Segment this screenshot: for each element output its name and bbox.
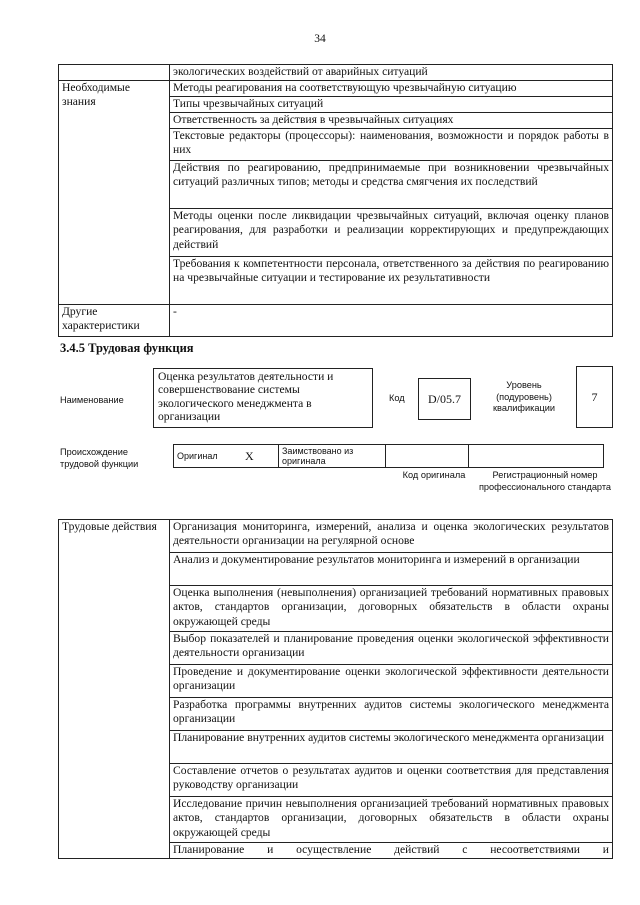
action-item: Организация мониторинга, измерений, анализа и оценка экологических результатов деятельности организации на регулярной основе — [170, 520, 613, 553]
knowledge-item: Типы чрезвычайных ситуаций — [170, 97, 613, 113]
other-characteristics-label: Другие характеристики — [59, 305, 170, 337]
action-item: Анализ и документирование результатов мониторинга и измерений в организации — [170, 553, 613, 586]
code-original-cell — [386, 445, 469, 468]
knowledge-item: Методы оценки после ликвидации чрезвычайных ситуаций, включая оценку планов реагирования, для разработки и реализации корректирующих и предупреждающих действий — [170, 209, 613, 257]
other-characteristics-value: - — [170, 305, 613, 337]
action-item: Составление отчетов о результатах аудитов и оценки соответствия для представления руководству организации — [170, 764, 613, 797]
level-box: 7 — [576, 366, 613, 428]
action-item: Выбор показателей и планирование проведения оценки экологической эффективности деятельности организации — [170, 632, 613, 665]
knowledge-item: Методы реагирования на соответствующую чрезвычайную ситуацию — [170, 81, 613, 97]
page-number: 34 — [314, 33, 326, 45]
code-label: Код — [389, 393, 405, 403]
action-item: Проведение и документирование оценки экологической эффективности деятельности организации — [170, 665, 613, 698]
action-item: Исследование причин невыполнения организацией требований нормативных правовых актов, стандартов организации, договорных обязательств в области охраны окружающей среды — [170, 797, 613, 843]
original-label: Оригинал — [174, 445, 243, 468]
action-item: Планирование и осуществление действий с несоответствиями и — [170, 843, 613, 859]
knowledge-item: Действия по реагированию, предпринимаемые при возникновении чрезвычайных ситуаций различных типов; методы и средства смягчения их последствий — [170, 161, 613, 209]
original-mark: X — [242, 445, 279, 468]
table-cell-empty — [59, 65, 170, 81]
level-label: Уровень (подуровень) квалификации — [493, 380, 555, 413]
action-item: Планирование внутренних аудитов системы экологического менеджмента организации — [170, 731, 613, 764]
action-item: Разработка программы внутренних аудитов системы экологического менеджмента организации — [170, 698, 613, 731]
knowledge-label: Необходимые знания — [59, 81, 170, 305]
continuation-text: экологических воздействий от аварийных ситуаций — [170, 65, 613, 81]
reg-number-caption: Регистрационный номер профессионального стандарта — [478, 470, 612, 492]
function-code-box: D/05.7 — [418, 378, 471, 420]
knowledge-item: Ответственность за действия в чрезвычайных ситуациях — [170, 113, 613, 129]
origin-label: Происхождение трудовой функции — [60, 447, 139, 469]
function-name-box: Оценка результатов деятельности и совершенствование системы экологического менеджмента в организации — [153, 368, 373, 428]
knowledge-item: Требования к компетентности персонала, ответственного за действия по реагированию на чрезвычайные ситуации и тестирование их результативности — [170, 257, 613, 305]
action-item: Оценка выполнения (невыполнения) организацией требований нормативных правовых актов, стандартов организации, договорных обязательств в области охраны окружающей среды — [170, 586, 613, 632]
code-original-caption: Код оригинала — [402, 470, 466, 480]
reg-number-cell — [469, 445, 604, 468]
actions-label: Трудовые действия — [59, 520, 170, 859]
name-label: Наименование — [60, 395, 124, 405]
section-title: 3.4.5 Трудовая функция — [60, 341, 194, 355]
actions-table — [58, 519, 613, 859]
knowledge-table — [58, 64, 613, 337]
borrowed-label: Заимствовано из оригинала — [279, 445, 386, 468]
knowledge-item: Текстовые редакторы (процессоры): наименования, возможности и порядок работы в них — [170, 129, 613, 161]
origin-table — [173, 444, 604, 468]
